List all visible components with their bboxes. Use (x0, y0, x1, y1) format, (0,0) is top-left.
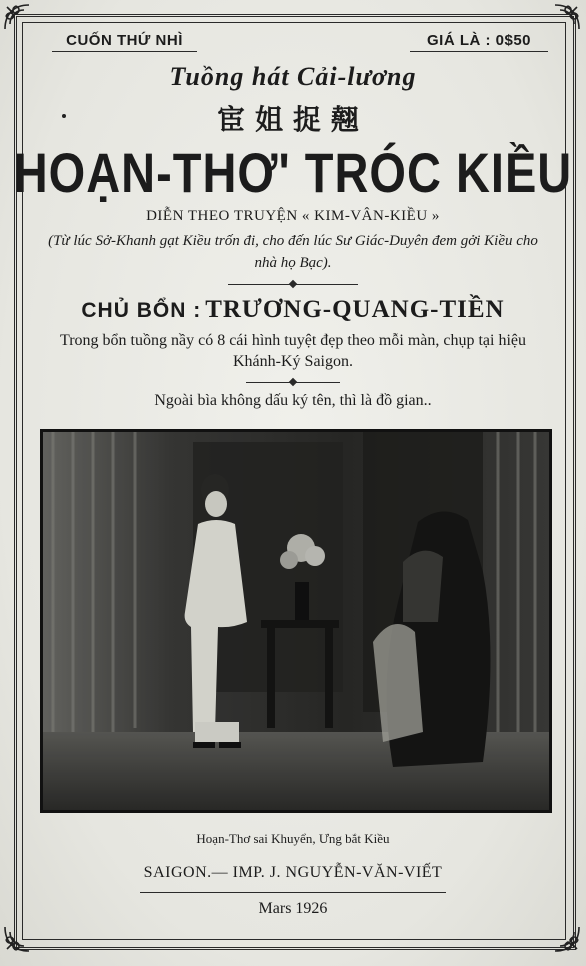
scene-photograph (40, 429, 552, 813)
main-title: HOẠN-THƠ' TRÓC KIỀU (13, 141, 573, 204)
genre-heading: Tuồng hát Cải-lương (169, 62, 417, 91)
photo-note: Trong bổn tuồng nầy có 8 cái hình tuyệt đẹp theo mỗi màn, chụp tại hiệu Khánh-Ký Saigon. (60, 332, 526, 370)
ornamental-rule (246, 382, 340, 383)
printer-imprint: SAIGON.— IMP. J. NGUYỄN-VĂN-VIẾT (143, 864, 443, 881)
volume-label: CUỐN THỨ NHÌ (52, 32, 197, 52)
author-name: TRƯƠNG-QUANG-TIỀN (205, 296, 505, 323)
author-line (0, 296, 586, 324)
corner-ornament-icon (2, 924, 32, 954)
plot-description: (Từ lúc Sở-Khanh gạt Kiều trốn đi, cho đến lúc Sư Giác-Duyên đem gởi Kiều cho nhà họ Bạc). (48, 233, 538, 271)
corner-ornament-icon (2, 2, 32, 32)
corner-ornament-icon (552, 924, 582, 954)
author-label: CHỦ BỔN : (81, 299, 202, 322)
ornamental-rule (228, 284, 358, 285)
publication-date: Mars 1926 (258, 900, 328, 917)
photo-caption: Hoạn-Thơ sai Khuyển, Ưng bắt Kiều (196, 831, 390, 846)
authenticity-warning: Ngoài bìa không dấu ký tên, thì là đồ gian.. (154, 392, 432, 409)
subtitle: DIỄN THEO TRUYỆN « KIM-VÂN-KIỀU » (146, 208, 440, 224)
price-label: GIÁ LÀ : 0$50 (410, 32, 548, 52)
divider (140, 892, 446, 893)
chinese-title: 宦姐捉翹 (216, 103, 369, 136)
corner-ornament-icon (552, 2, 582, 32)
